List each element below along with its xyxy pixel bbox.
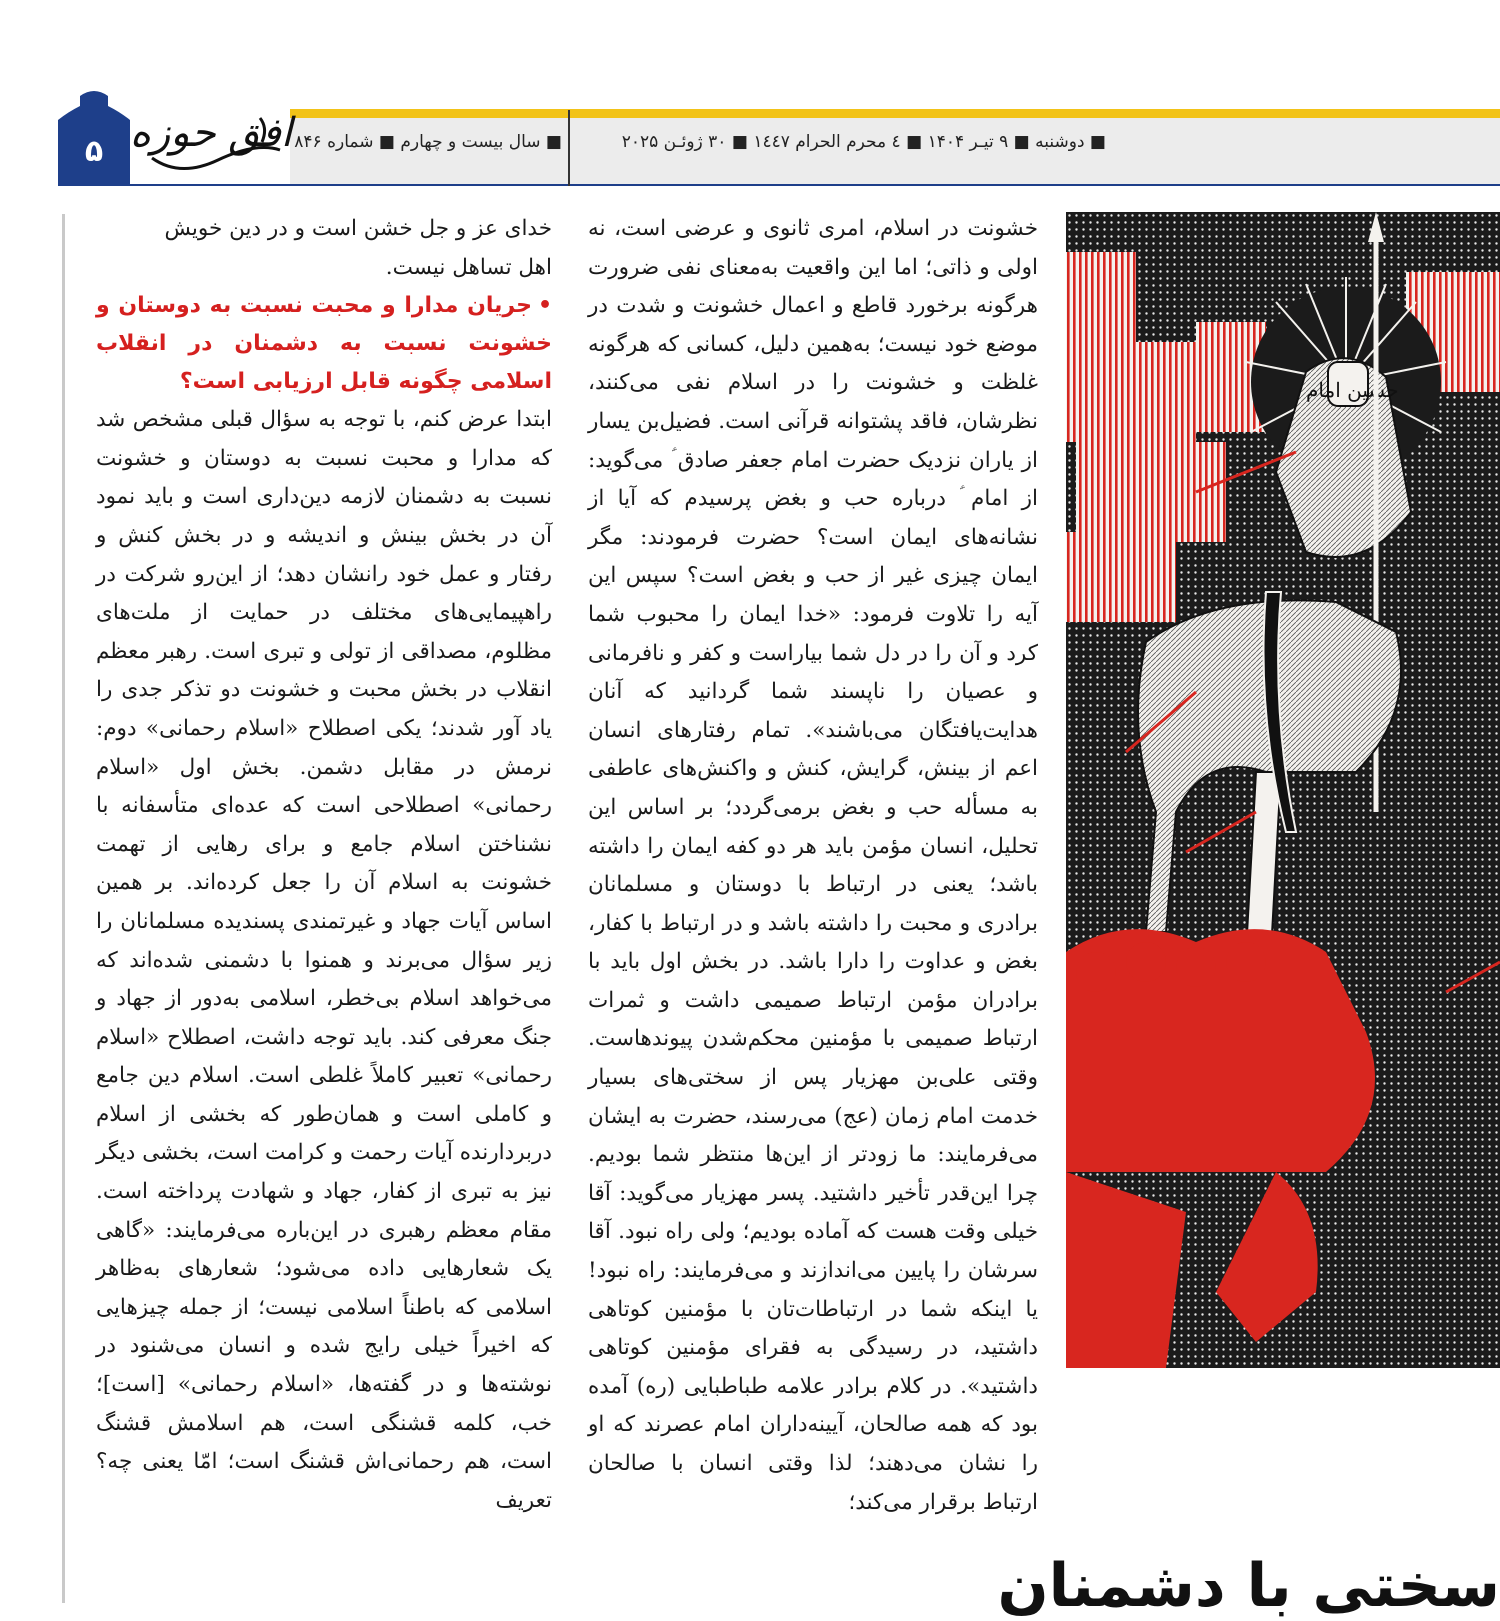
question-heading <box>96 287 552 401</box>
illustration-rider <box>1066 212 1500 1368</box>
column-rule <box>62 214 65 1603</box>
issue-number: ■ سال بیست و چهارم ■ شماره ۸۴۶ <box>294 132 562 152</box>
intro-line: اهل تساهل نیست. <box>385 254 552 280</box>
header-rule <box>58 184 1500 186</box>
bullet-icon: • <box>537 293 552 319</box>
calligraphy-label: حسین امام <box>1306 378 1399 402</box>
page-number: ۵ <box>84 134 104 169</box>
intro-line: خدای عز و جل خشن است و در دین خویش <box>164 216 552 241</box>
header-accent-bar <box>290 109 1500 118</box>
article-headline: سختی با دشمنان <box>997 1551 1500 1621</box>
publication-logo: افق حوزه <box>130 110 292 156</box>
article-column-left <box>96 210 552 1520</box>
answer-paragraph: ابتدا عرض کنم، با توجه به سؤال قبلی مشخص شد که مدارا و محبت نسبت به دوستان و خشونت نسبت به دشمنان لازمه دین‌داری است و باید نمود آن در بخش بینش و اندیشه و در بخش کنش و رفتار و عمل خود رانشان دهد؛ از این‌رو شرکت در راهپیمایی‌های مختلف در حمایت از ملت‌های مظلوم، مصداقی از تولی و تبری است. رهبر معظم انقلاب در بخش محبت و خشونت دو تذکر جدی را یاد آور شدند؛ یکی اصطلاح «اسلام رحمانی» دوم: نرمش در مقابل دشمن. بخش اول «اسلام رحمانی» اصطلاحی است که عده‌ای متأسفانه با نشناختن اسلام جامع و برای رهایی از تهمت خشونت به اسلام آن را جعل کرده‌اند. بر همین اساس آیات جهاد و غیرتمندی پسندیده مسلمانان را زیر سؤال می‌برند و همنوا با دشمنی شده‌اند که می‌خواهد اسلام بی‌خطر، اسلامی به‌دور از جهاد و جنگ معرفی کند. باید توجه داشت، اصطلاح «اسلام رحمانی» تعبیر کاملاً غلطی است. اسلام دین جامع و کاملی است و همان‌طور که بخشی از اسلام دربردارنده آیات رحمت و کرامت است، بخشی دیگر نیز به تبری از کفار، جهاد و شهادت پرداخته است. مقام معظم رهبری در این‌باره می‌فرمایند: «گاهی یک شعارهایی داده می‌شود؛ شعارهای به‌ظاهر اسلامی که باطناً اسلامی نیست؛ از جمله چیزهایی که اخیراً خیلی رایج شده و انسان می‌شنود در نوشته‌ها و در گفته‌ها، «اسلام رحمانی» [است]؛ خب، کلمه قشنگی است، هم اسلامش قشنگ است، هم رحمانی‌اش قشنگ است؛ امّا یعنی چه؟ تعریف <box>96 407 552 1513</box>
question-text: جریان مدارا و محبت نسبت به دوستان و خشونت نسبت به دشمنان در انقلاب اسلامی چگونه قابل ارزیابی است؟ <box>96 293 552 395</box>
article-column-middle <box>588 210 1038 1522</box>
header-divider <box>568 110 570 186</box>
body-paragraph: خشونت در اسلام، امری ثانوی و عرضی است، نه اولی و ذاتی؛ اما این واقعیت به‌معنای نفی ضرورت هرگونه برخورد قاطع و اعمال خشونت و شدت در موضع خود نیست؛ به‌همین دلیل، کسانی که هرگونه غلظت و خشونت را در اسلام نفی می‌کنند، نظرشان، فاقد پشتوانه قرآنی است. فضیل‌بن یسار از یاران نزدیک حضرت امام جعفر صادق ؑ می‌گوید: از امام ؑ درباره حب و بغض پرسیدم که آیا از نشانه‌های ایمان است؟ حضرت فرمودند: مگر ایمان چیزی غیر از حب و بغض است؟ سپس این آیه را تلاوت فرمود: «خدا ایمان را محبوب شما کرد و آن را در دل شما بیاراست و کفر و نافرمانی و عصیان را ناپسند شما گردانید که آنان هدایت‌یافتگان می‌باشند». تمام رفتارهای انسان اعم از بینش، گرایش، کنش و واکنش‌های عاطفی به مسأله حب و بغض برمی‌گردد؛ بر اساس این تحلیل، انسان مؤمن باید هر دو کفه ایمان را داشته باشد؛ یعنی در ارتباط با دوستان و مسلمانان برادری و محبت را داشته باشد و در ارتباط با کفار، بغض و عداوت را دارا باشد. در بخش اول باید با برادران مؤمن ارتباط صمیمی داشت و ثمرات ارتباط صمیمی با مؤمنین محکم‌شدن پیوندهاست. وقتی علی‌بن مهزیار پس از سختی‌های بسیار خدمت امام زمان (عج) می‌رسند، حضرت به ایشان می‌فرمایند: ما زودتر از این‌ها منتظر شما بودیم. چرا این‌قدر تأخیر داشتید. پسر مهزیار می‌گوید: آقا خیلی وقت هست که آماده بودیم؛ ولی راه نبود. آقا سرشان را پایین می‌اندازند و می‌فرمایند: راه نبود! یا اینکه شما در ارتباطات‌تان با مؤمنین کوتاهی داشتید، در رسیدگی به فقرای مؤمنین کوتاهی داشتید». در کلام برادر علامه طباطبایی (ره) آمده بود که همه صالحان، آیینه‌داران امام عصرند که او را نشان می‌دهند؛ لذا وقتی انسان با صالحان ارتباط برقرار می‌کند؛ <box>588 216 1038 1515</box>
issue-date: ■ دوشنبه ■ ۹ تیـر ۱۴۰۴ ■ ٤ محرم الحرام ١٤٤٧ ■ ۳۰ ژوئـن ۲۰۲۵ <box>621 132 1106 152</box>
